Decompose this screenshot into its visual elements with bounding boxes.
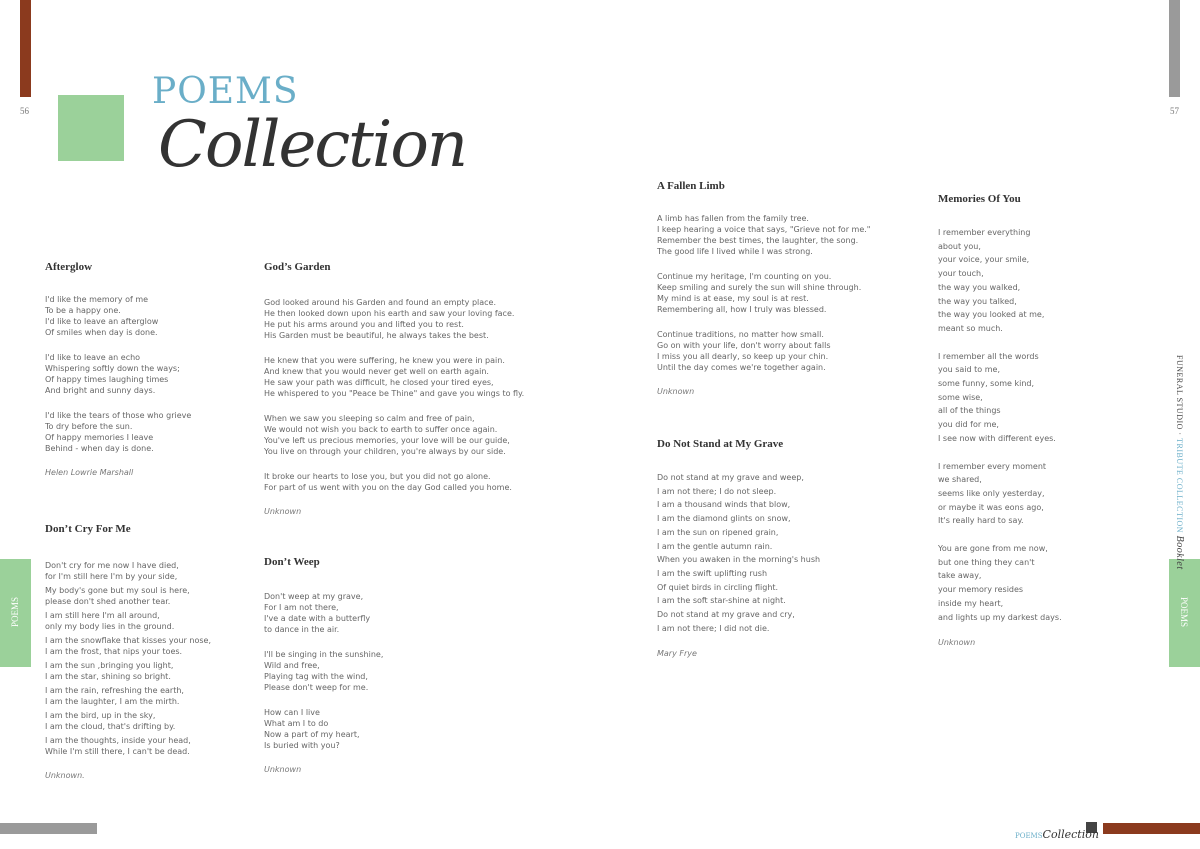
poem-author: Unknown (264, 507, 302, 516)
poem-author: Unknown (264, 765, 302, 774)
poem-author: Unknown (657, 387, 695, 396)
side-tab-left-label: POEMS (10, 597, 20, 628)
poem-stanza: You are gone from me now, but one thing they can't take away, your memory resides inside my heart, and lights up my darkest days. (938, 544, 1062, 622)
poem-stanza: I remember every moment we shared, seems like only yesterday, or maybe it was eons ago, It's really hard to say. (938, 461, 1047, 526)
header-collection: Collection (158, 108, 467, 182)
poem-author: Helen Lowrie Marshall (45, 468, 134, 477)
footer-logo (1015, 823, 1099, 842)
green-square (58, 95, 124, 161)
footer-collection: Collection (1042, 828, 1099, 841)
poem-memories (938, 193, 1148, 647)
poem-stanza: Continue traditions, no matter how small. Go on with your life, don't worry about falls I miss you all dearly, so keep up your chin. Until the day comes we're together again. (657, 330, 831, 372)
poem-stanza: I remember everything about you, your voice, your smile, your touch, the way you walked, the way you talked, the way you looked at me, meant so much. (938, 228, 1045, 333)
poem-fallen-limb (657, 180, 957, 396)
poem-do-not-stand (657, 438, 867, 658)
spine-accent: TRIBUTE COLLECTION (1175, 438, 1184, 534)
poem-stanza: Don't weep at my grave, For I am not there, I've a date with a butterfly to dance in the air. (264, 592, 371, 634)
poem-stanza: I am still here I'm all around, only my body lies in the ground. (45, 611, 175, 631)
poem-stanza: God looked around his Garden and found an empty place. He then looked down upon his earth and saw your loving face. He put his arms around you and lifted you to rest. His Garden must be beautiful, he always takes the best. (264, 298, 515, 340)
poem-stanza: When we saw you sleeping so calm and free of pain, We would not wish you back to earth to suffer once again. You've left us precious memories, your love will be our guide, You live on through your children, you're always by our side. (264, 414, 510, 456)
side-tab-left[interactable] (0, 559, 31, 667)
poem-dont-weep (264, 556, 474, 774)
poem-title: Memories Of You (938, 193, 1021, 205)
page-number-right: 57 (1170, 106, 1179, 116)
spine-text (1174, 355, 1185, 570)
poem-stanza: I am the snowflake that kisses your nose, I am the frost, that nips your toes. (45, 636, 211, 656)
poem-author: Mary Frye (657, 649, 697, 659)
poem-stanza: It broke our hearts to lose you, but you did not go alone. For part of us went with you on the day God called you home. (264, 472, 512, 492)
poem-stanza: He knew that you were suffering, he knew you were in pain. And knew that you would never get well on earth again. He saw your path was difficult, he closed your tired eyes, He whispered to you "Peace be Thine" and gave you wings to fly. (264, 356, 525, 398)
header-poems: POEMS (152, 71, 299, 112)
poem-title: God’s Garden (264, 261, 331, 273)
poem-stanza: I'd like the memory of me To be a happy one. I'd like to leave an afterglow Of smiles when day is done. (45, 295, 159, 337)
poem-title: Do Not Stand at My Grave (657, 438, 784, 450)
poem-afterglow (45, 261, 255, 477)
spine-script: Booklet (1174, 535, 1185, 570)
poem-author: Unknown (938, 638, 976, 648)
footer-poems: POEMS (1015, 832, 1043, 840)
spine-main: FUNERAL STUDIO · (1175, 355, 1184, 439)
poem-title: A Fallen Limb (657, 180, 725, 192)
poem-stanza: I remember all the words you said to me, some funny, some kind, some wise, all of the things you did for me, I see now with different eyes. (938, 351, 1056, 443)
poem-dont-cry (45, 523, 255, 780)
poem-stanza: My body's gone but my soul is here, please don't shed another tear. (45, 586, 190, 606)
poem-stanza: A limb has fallen from the family tree. I keep hearing a voice that says, "Grieve not for me." Remember the best times, the laughter, the song. The good life I lived while I was strong. (657, 214, 871, 256)
page-number-left: 56 (20, 106, 29, 116)
poem-title: Don’t Weep (264, 556, 320, 568)
gray-bottom-bar (0, 823, 97, 834)
poem-stanza: I'd like the tears of those who grieve To dry before the sun. Of happy memories I leave Behind - when day is done. (45, 411, 192, 453)
poem-author: Unknown. (45, 771, 85, 780)
poem-title: Afterglow (45, 261, 93, 273)
brown-bottom-bar (1103, 823, 1200, 834)
poem-stanza: I am the sun ,bringing you light, I am the star, shining so bright. (45, 661, 174, 681)
poem-stanza: Do not stand at my grave and weep, I am not there; I do not sleep. I am a thousand winds that blow, I am the diamond glints on snow, I am the sun on ripened grain, I am the gentle autumn rain. When you awaken in the morning's hush I am the swift uplifting rush Of quiet birds in circling flight. I am the soft star-shine at night. Do not stand at my grave and cry, I am not there; I did not die. (657, 473, 821, 633)
poem-title: Don’t Cry For Me (45, 523, 131, 535)
poem-stanza: I am the bird, up in the sky, I am the cloud, that's drifting by. (45, 711, 176, 731)
poem-stanza: I'd like to leave an echo Whispering softly down the ways; Of happy times laughing times And bright and sunny days. (45, 353, 180, 395)
poem-stanza: Continue my heritage, I'm counting on you. Keep smiling and surely the sun will shine through. My mind is at ease, my soul is at rest. Remembering all, how I truly was blessed. (657, 272, 862, 314)
poem-stanza: Don't cry for me now I have died, for I'm still here I'm by your side, (45, 561, 179, 581)
poem-stanza: How can I live What am I to do Now a part of my heart, Is buried with you? (264, 708, 360, 750)
poem-stanza: I am the thoughts, inside your head, While I'm still there, I can't be dead. (45, 736, 191, 756)
poem-gods-garden (264, 261, 564, 516)
side-tab-right-label: POEMS (1179, 597, 1189, 628)
side-tab-right[interactable] (1169, 559, 1200, 667)
gray-top-bar (1169, 0, 1180, 97)
brown-top-bar (20, 0, 31, 97)
poem-stanza: I'll be singing in the sunshine, Wild and free, Playing tag with the wind, Please don't weep for me. (264, 650, 384, 692)
poem-stanza: I am the rain, refreshing the earth, I am the laughter, I am the mirth. (45, 686, 184, 706)
